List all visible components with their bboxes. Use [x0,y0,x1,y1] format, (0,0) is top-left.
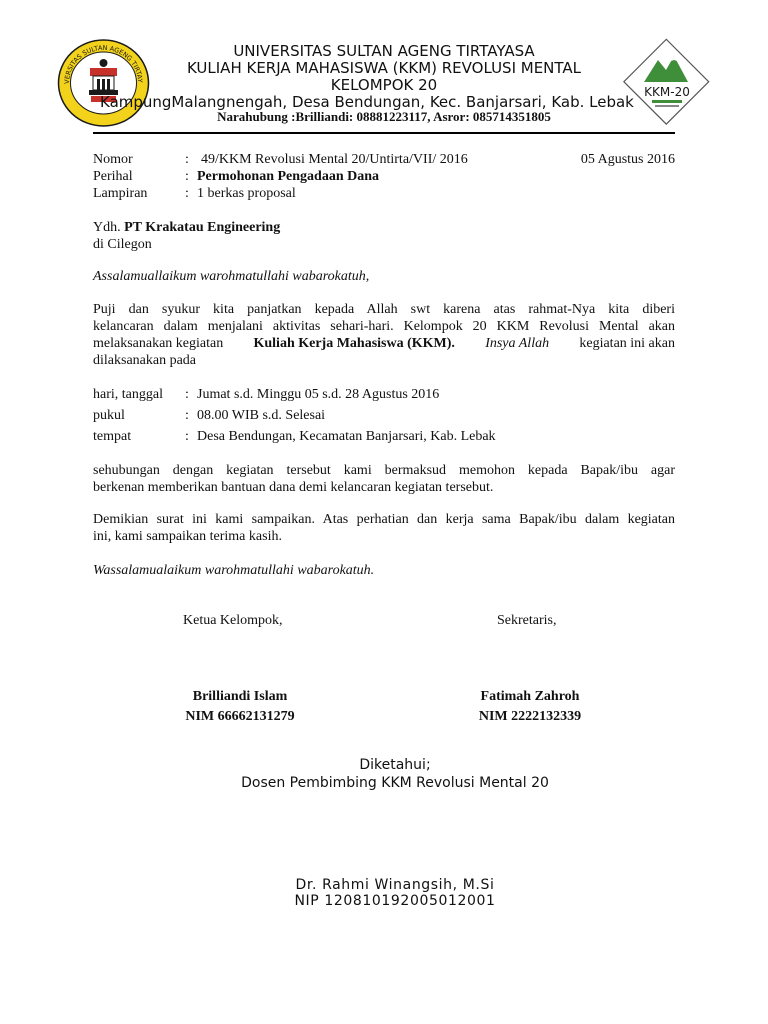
para1-line4: dilaksanakan pada [93,353,197,368]
para1-line3 [93,335,675,352]
kkm-title: Kuliah Kerja Mahasiswa (KKM). [253,336,455,351]
header-group: KELOMPOK 20 [330,76,438,94]
header-divider [93,132,675,134]
para1-text-end: kegiatan ini akan [579,336,675,351]
left-signatory-nim: NIM 66662131279 [185,709,295,724]
greeting: Assalamuallaikum warohmatullahi wabarokatuh, [93,269,370,284]
nomor-value: 49/KKM Revolusi Mental 20/Untirta/VII/ 2016 [201,152,468,167]
para1-line1: Puji dan syukur kita panjatkan kepada Allah swt karena atas rahmat-Nya kita diberi [93,302,675,317]
detail-row: pukul : 08.00 WIB s.d. Selesai [93,407,675,428]
detail-value: 08.00 WIB s.d. Selesai [197,408,326,423]
para2-line1: sehubungan dengan kegiatan tersebut kami bermaksud memohon kepada Bapak/ibu agar [93,463,675,478]
para1-line2: kelancaran dalam menjalani aktivitas sehari-hari. Kelompok 20 KKM Revolusi Mental akan [93,319,675,334]
left-signature-title: Ketua Kelompok, [183,613,283,628]
event-details [93,386,675,449]
letter-date: 05 Agustus 2016 [580,152,675,167]
recipient-place: di Cilegon [93,237,152,252]
header-contact: Narahubung :Brilliandi: 08881223117, Asror: 085714351805 [217,109,551,124]
recipient-prefix: Ydh. [93,220,121,235]
header-program: KULIAH KERJA MAHASISWA (KKM) REVOLUSI MENTAL [186,59,582,77]
para3-line2: ini, kami sampaikan terima kasih. [93,529,282,544]
acknowledge-label: Diketahui; [359,757,431,773]
supervisor-name: Dr. Rahmi Winangsih, M.Si [295,877,495,893]
recipient-name: PT Krakatau Engineering [124,220,281,235]
paragraph-closing [93,511,675,545]
detail-value: Jumat s.d. Minggu 05 s.d. 28 Agustus 2016 [197,387,440,402]
kkm-logo-text: KKM-20 [644,85,690,99]
right-signatory-name: Fatimah Zahroh [480,689,580,704]
nomor-label: Nomor [93,152,133,167]
perihal-label: Perihal [93,169,133,184]
supervisor-nip: NIP 120810192005012001 [294,893,496,909]
detail-value: Desa Bendungan, Kecamatan Banjarsari, Kab. Lebak [197,429,496,444]
left-signatory-name: Brilliandi Islam [192,689,288,704]
recipient [93,219,675,253]
paragraph-intro [93,301,675,369]
lampiran-label: Lampiran [93,186,148,201]
detail-label: hari, tanggal [93,387,163,402]
paragraph-request [93,462,675,496]
lampiran-value: 1 berkas proposal [197,186,296,201]
perihal-value: Permohonan Pengadaan Dana [197,169,380,184]
para3-line1: Demikian surat ini kami sampaikan. Atas perhatian dan kerja sama Bapak/ibu dalam kegiatan [93,512,675,527]
header-university: UNIVERSITAS SULTAN AGENG TIRTAYASA [233,42,535,60]
detail-label: tempat [93,429,132,444]
para1-text: melaksanakan kegiatan [93,336,224,351]
letter-meta: Nomor : 49/KKM Revolusi Mental 20/Untirta/VII/ 2016 05 Agustus 2016 Perihal : Permohonan Pengadaan Dana Lampiran : 1 berkas proposal [93,152,675,201]
right-signatory-nim: NIM 2222132339 [478,709,582,724]
detail-row: hari, tanggal : Jumat s.d. Minggu 05 s.d. 28 Agustus 2016 [93,386,675,407]
insya-allah: Insya Allah [485,336,550,351]
acknowledge-role: Dosen Pembimbing KKM Revolusi Mental 20 [241,775,549,791]
logo-ring-text: VERSITAS SULTAN AGENG TIRTAY [62,43,145,85]
detail-row: tempat : Desa Bendungan, Kecamatan Banjarsari, Kab. Lebak [93,428,675,449]
detail-label: pukul [93,408,125,423]
para2-line2: berkenan memberikan bantuan dana demi kelancaran kegiatan tersebut. [93,480,494,495]
header-address: KampungMalangnengah, Desa Bendungan, Kec. Banjarsari, Kab. Lebak [100,93,634,111]
closing-greeting: Wassalamualaikum warohmatullahi wabarokatuh. [93,563,375,578]
right-signature-title: Sekretaris, [497,613,557,628]
